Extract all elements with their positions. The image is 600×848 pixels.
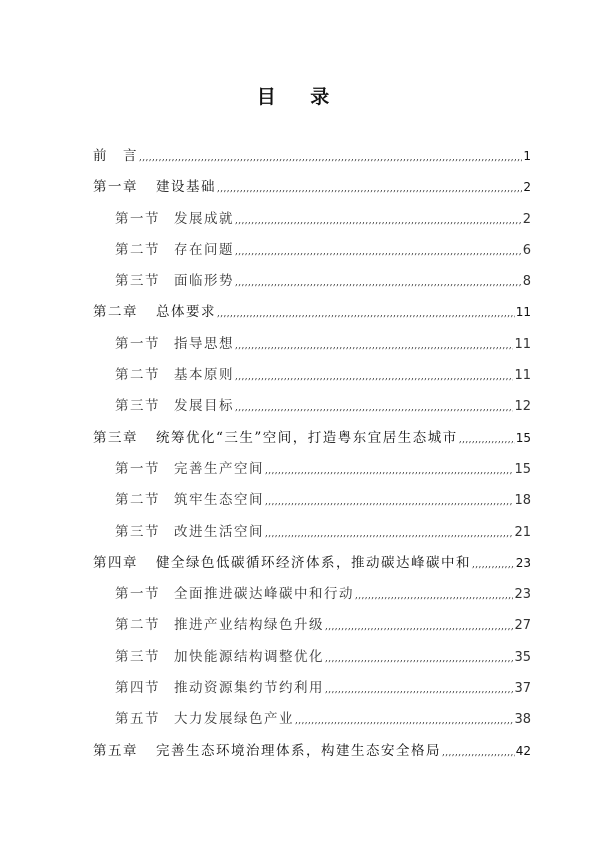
entry-number: 第四章	[93, 554, 138, 571]
toc-entry[interactable]	[93, 582, 531, 613]
toc-entry[interactable]	[93, 300, 531, 331]
page-number: 37	[514, 681, 531, 697]
entry-title: 完善生产空间	[174, 460, 264, 477]
toc-entry[interactable]	[93, 426, 531, 457]
dot-leader	[325, 654, 513, 664]
dot-leader	[139, 153, 522, 163]
entry-number: 第三节	[115, 398, 160, 415]
entry-number: 第三节	[115, 523, 160, 540]
toc-entry[interactable]	[93, 707, 531, 738]
toc-entry[interactable]	[93, 457, 531, 488]
dot-leader	[235, 216, 522, 226]
entry-number: 第二节	[115, 241, 160, 258]
entry-number: 第一章	[93, 179, 138, 196]
toc-entry[interactable]	[93, 363, 531, 394]
entry-title: 完善生态环境治理体系，构建生态安全格局	[156, 742, 441, 759]
toc-entry[interactable]	[93, 676, 531, 707]
toc-entry[interactable]	[93, 520, 531, 551]
entry-number: 第一节	[115, 586, 160, 603]
page-number: 15	[514, 461, 531, 477]
entry-number: 第二章	[93, 304, 138, 321]
entry-number: 第一节	[115, 210, 160, 227]
dot-leader	[355, 591, 513, 601]
dot-leader	[265, 466, 513, 476]
page-number: 11	[514, 368, 531, 384]
toc-entry[interactable]	[93, 207, 531, 238]
toc-entry[interactable]	[93, 739, 531, 770]
toc-entry[interactable]	[93, 551, 531, 582]
dot-leader	[325, 622, 513, 632]
entry-number: 第二节	[115, 617, 160, 634]
page-number: 2	[523, 180, 531, 195]
page-number: 42	[515, 743, 531, 758]
toc-entry[interactable]	[93, 175, 531, 206]
entry-title: 筑牢生态空间	[174, 492, 264, 509]
entry-number: 第二节	[115, 367, 160, 384]
entry-title: 大力发展绿色产业	[174, 711, 294, 728]
dot-leader	[235, 372, 513, 382]
toc-entry[interactable]	[93, 269, 531, 300]
toc-entry[interactable]	[93, 238, 531, 269]
toc-entry[interactable]	[93, 332, 531, 363]
entry-number: 第三节	[115, 648, 160, 665]
page-number: 6	[522, 242, 531, 258]
page-number: 27	[514, 618, 531, 634]
entry-title: 推动资源集约节约利用	[174, 680, 324, 697]
page-number: 12	[514, 399, 531, 415]
dot-leader	[459, 435, 515, 445]
dot-leader	[217, 184, 522, 194]
toc-title: 目 录	[256, 86, 344, 108]
entry-title: 改进生活空间	[174, 523, 264, 540]
entry-title: 面临形势	[174, 273, 234, 290]
entry-number: 第三节	[115, 273, 160, 290]
entry-title: 全面推进碳达峰碳中和行动	[174, 586, 354, 603]
entry-title: 总体要求	[156, 304, 216, 321]
entry-number: 第一节	[115, 460, 160, 477]
entry-number: 第三章	[93, 429, 138, 446]
entry-title: 推进产业结构绿色升级	[174, 617, 324, 634]
page-number: 2	[522, 211, 531, 227]
dot-leader	[325, 685, 513, 695]
page-number: 11	[515, 305, 531, 320]
toc-entry[interactable]	[93, 488, 531, 519]
dot-leader	[265, 497, 513, 507]
page-number: 11	[514, 336, 531, 352]
page-number: 23	[514, 587, 531, 603]
toc-entry[interactable]	[93, 645, 531, 676]
entry-number: 第四节	[115, 680, 160, 697]
page-number: 18	[514, 493, 531, 509]
dot-leader	[235, 403, 513, 413]
entry-number: 第二节	[115, 492, 160, 509]
entry-number: 第一节	[115, 335, 160, 352]
entry-title: 建设基础	[156, 179, 216, 196]
entry-title: 存在问题	[174, 241, 234, 258]
toc-entry[interactable]	[93, 613, 531, 644]
dot-leader	[235, 247, 522, 257]
dot-leader	[265, 529, 513, 539]
entry-title: 健全绿色低碳循环经济体系，推动碳达峰碳中和	[156, 554, 471, 571]
toc-entry[interactable]	[93, 394, 531, 425]
entry-title: 加快能源结构调整优化	[174, 648, 324, 665]
page-number: 21	[514, 524, 531, 540]
dot-leader	[235, 278, 522, 288]
dot-leader	[295, 716, 513, 726]
entry-number: 第五章	[93, 742, 138, 759]
dot-leader	[472, 560, 515, 570]
page-number: 35	[514, 649, 531, 665]
entry-title: 统筹优化“三生”空间，打造粤东宜居生态城市	[156, 429, 458, 446]
page-number: 23	[515, 555, 531, 570]
page-number: 1	[523, 149, 531, 163]
entry-title: 基本原则	[174, 367, 234, 384]
page-number: 15	[515, 430, 531, 445]
page-number: 8	[522, 274, 531, 290]
page-number: 38	[514, 712, 531, 728]
entry-title: 发展成就	[174, 210, 234, 227]
entry-number: 前 言	[93, 148, 138, 164]
entry-title: 指导思想	[174, 335, 234, 352]
dot-leader	[217, 309, 515, 319]
toc-entry[interactable]	[93, 144, 531, 175]
entry-title: 发展目标	[174, 398, 234, 415]
dot-leader	[235, 341, 513, 351]
entry-number: 第五节	[115, 711, 160, 728]
table-of-contents	[93, 144, 531, 770]
dot-leader	[442, 748, 515, 758]
